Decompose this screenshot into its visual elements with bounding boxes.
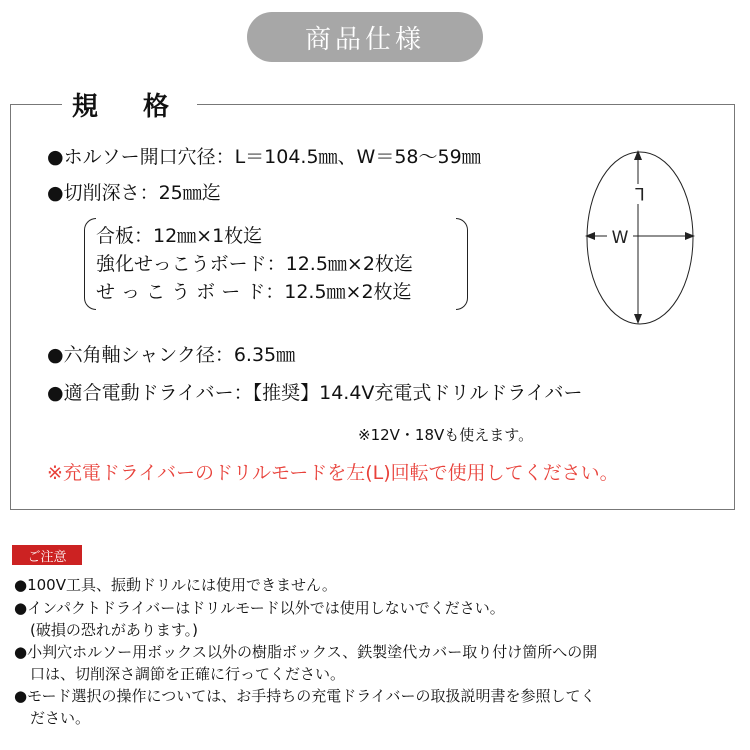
diagram-label-w: W	[611, 228, 629, 248]
shank-line: ●六角軸シャンク径：6.35㎜	[47, 344, 296, 366]
caution-line-6: ●モード選択の操作については、お手持ちの充電ドライバーの取扱説明書を参照してく	[14, 687, 596, 705]
hole-size-line: ●ホルソー開口穴径：L＝104.5㎜、W＝58〜59㎜	[47, 146, 481, 168]
caution-line-1: ●100V工具、振動ドリルには使用できません。	[14, 576, 337, 594]
section-title-pill: 商品仕様	[247, 12, 483, 62]
caution-tag: ご注意	[12, 545, 82, 565]
diagram-label-l: L	[635, 183, 645, 203]
depth-plywood: 合板：12㎜×1枚迄	[96, 225, 263, 247]
bracket-right	[456, 218, 468, 310]
caution-line-7: ださい。	[30, 709, 91, 727]
red-warning: ※充電ドライバーのドリルモードを左(L)回転で使用してください。	[47, 462, 619, 484]
driver-line: ●適合電動ドライバー：【推奨】14.4V充電式ドリルドライバー	[47, 382, 583, 404]
driver-note: ※12V・18Vも使えます。	[358, 426, 534, 444]
caution-line-3: (破損の恐れがあります。)	[30, 621, 199, 639]
caution-line-2: ●インパクトドライバーはドリルモード以外では使用しないでください。	[14, 599, 505, 617]
caution-line-4: ●小判穴ホルソー用ボックス以外の樹脂ボックス、鉄製塗代カバー取り付け箇所への開	[14, 643, 598, 661]
oval-hole-diagram	[585, 148, 705, 330]
cut-depth-line: ●切削深さ：25㎜迄	[47, 182, 221, 204]
caution-line-5: 口は、切削深さ調節を正確に行ってください。	[30, 665, 346, 683]
depth-gypsum-board: せ っ こ う ボ ー ド：12.5㎜×2枚迄	[96, 281, 412, 303]
bracket-left	[84, 218, 96, 310]
depth-reinforced-board: 強化せっこうボード：12.5㎜×2枚迄	[96, 253, 413, 275]
spec-title: 規 格	[62, 86, 197, 123]
